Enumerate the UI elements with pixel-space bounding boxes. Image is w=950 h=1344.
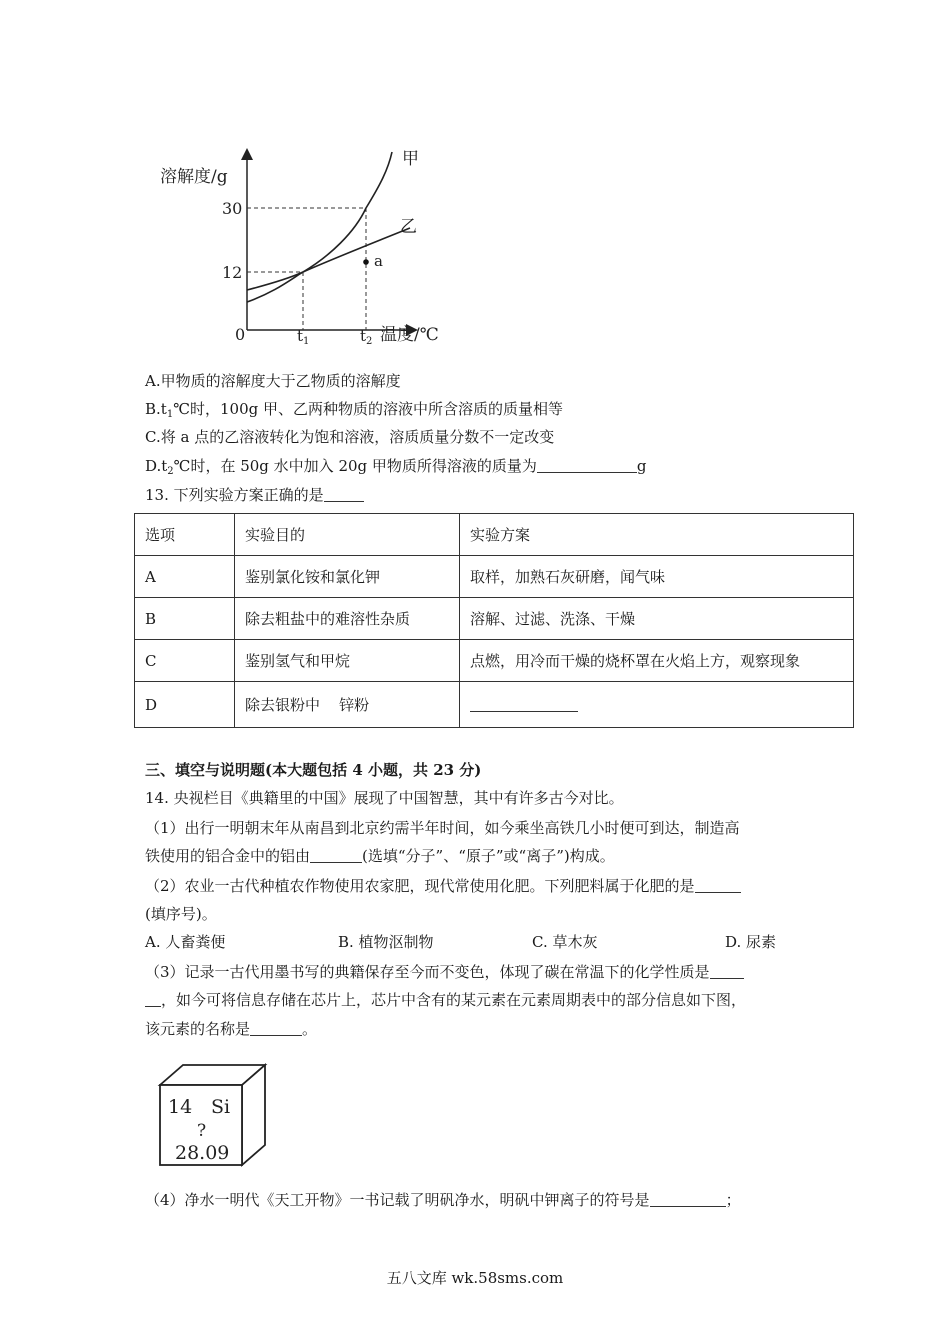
table-cell: A [135, 556, 235, 598]
curve-yi [247, 228, 410, 290]
table-row [135, 640, 854, 682]
q14-part1-line2: 铁使用的铝合金中的铝由 (选填“分子”、“原子”或“离子”)构成。 [145, 847, 615, 865]
q14-option-c: C. 草木灰 [532, 933, 598, 951]
element-tile [155, 1060, 275, 1170]
q14-stem: 14. 央视栏目《典籍里的中国》展现了中国智慧，其中有许多古今对比。 [145, 789, 624, 807]
table-header-cell: 实验目的 [235, 514, 460, 556]
q13-stem: 13. 下列实验方案正确的是 [145, 485, 364, 505]
point-a-label: a [374, 252, 383, 270]
table-header-row [135, 514, 854, 556]
x-axis-label: 温度/℃ [380, 325, 439, 345]
y-axis-label: 溶解度/g [160, 167, 228, 187]
q14-part2-line1: （2）农业一古代种植农作物使用农家肥，现代常使用化肥。下列肥料属于化肥的是 [145, 876, 741, 896]
table-cell: D [135, 682, 235, 728]
element-name: ? [197, 1121, 207, 1141]
element-symbol: Si [211, 1096, 231, 1118]
x-tick-t2: $t_2$ [360, 327, 373, 347]
atomic-number: 14 [168, 1096, 193, 1118]
q14-part4-line1: （4）净水一明代《天工开物》一书记载了明矾净水，明矾中钾离子的符号是 ； [145, 1191, 741, 1209]
table-cell: 除去粗盐中的难溶性杂质 [235, 598, 460, 640]
answer-blank[interactable] [650, 1192, 726, 1207]
point-a [363, 259, 369, 265]
table-row [135, 682, 854, 728]
q14-part2-line2: (填序号)。 [145, 905, 217, 923]
table-cell [460, 682, 854, 728]
table-header-cell: 实验方案 [460, 514, 854, 556]
y-tick-12: 12 [222, 263, 243, 282]
table-cell: 鉴别氢气和甲烷 [235, 640, 460, 682]
answer-blank[interactable] [250, 1021, 302, 1036]
x-tick-t1: $t_1$ [297, 327, 310, 347]
table-cell: B [135, 598, 235, 640]
table-row [135, 598, 854, 640]
q12-option-d: $D.t_2℃$时，在 50g 水中加入 20g 甲物质所得溶液的质量为 g [145, 457, 647, 477]
answer-blank[interactable] [710, 964, 744, 979]
q14-part1-line1: （1）出行一明朝末年从南昌到北京约需半年时间，如今乘坐高铁几小时便可到达，制造高 [145, 819, 740, 837]
answer-blank[interactable] [695, 878, 741, 893]
q14-option-a: A. 人畜粪便 [145, 933, 226, 951]
q12-option-c: C.将 a 点的乙溶液转化为饱和溶液，溶质质量分数不一定改变 [145, 428, 555, 446]
experiment-table [134, 513, 854, 728]
answer-blank[interactable] [470, 697, 578, 712]
curve-jia [247, 152, 392, 302]
table-cell: 点燃，用冷而干燥的烧杯罩在火焰上方，观察现象 [460, 640, 854, 682]
answer-blank[interactable] [145, 992, 161, 1007]
curve-jia-label: 甲 [402, 149, 419, 169]
q14-option-b: B. 植物沤制物 [338, 933, 434, 951]
y-tick-30: 30 [222, 199, 243, 218]
table-cell: 溶解、过滤、洗涤、干燥 [460, 598, 854, 640]
table-header-cell: 选项 [135, 514, 235, 556]
footer-watermark: 五八文库 wk.58sms.com [386, 1269, 564, 1287]
curve-yi-label: 乙 [400, 217, 417, 237]
table-cell: 取样，加熟石灰研磨，闻气味 [460, 556, 854, 598]
section-title: 三、填空与说明题(本大题包括 4 小题，共 23 分) [145, 761, 482, 779]
q12-option-b: $B.t_1℃$时，100g 甲、乙两种物质的溶液中所含溶质的质量相等 [145, 400, 563, 420]
atomic-mass: 28.09 [175, 1142, 230, 1164]
q12-option-a: A.甲物质的溶解度大于乙物质的溶解度 [145, 372, 401, 390]
q14-part3-line1: （3）记录一古代用墨书写的典籍保存至今而不变色，体现了碳在常温下的化学性质是 [145, 962, 744, 982]
q14-part3-line3: 该元素的名称是 。 [145, 1020, 318, 1038]
q14-option-d: D. 尿素 [725, 933, 777, 951]
table-cell: 鉴别氯化铵和氯化钾 [235, 556, 460, 598]
q14-part3-line2: ，如今可将信息存储在芯片上，芯片中含有的某元素在元素周期表中的部分信息如下图， [145, 990, 746, 1010]
table-cell: 除去银粉中 锌粉 [235, 682, 460, 728]
answer-blank[interactable] [537, 458, 637, 473]
answer-blank[interactable] [310, 848, 362, 863]
answer-blank[interactable] [324, 487, 364, 502]
origin-label: 0 [235, 325, 246, 344]
table-row [135, 556, 854, 598]
solubility-chart [150, 140, 470, 355]
table-cell: C [135, 640, 235, 682]
